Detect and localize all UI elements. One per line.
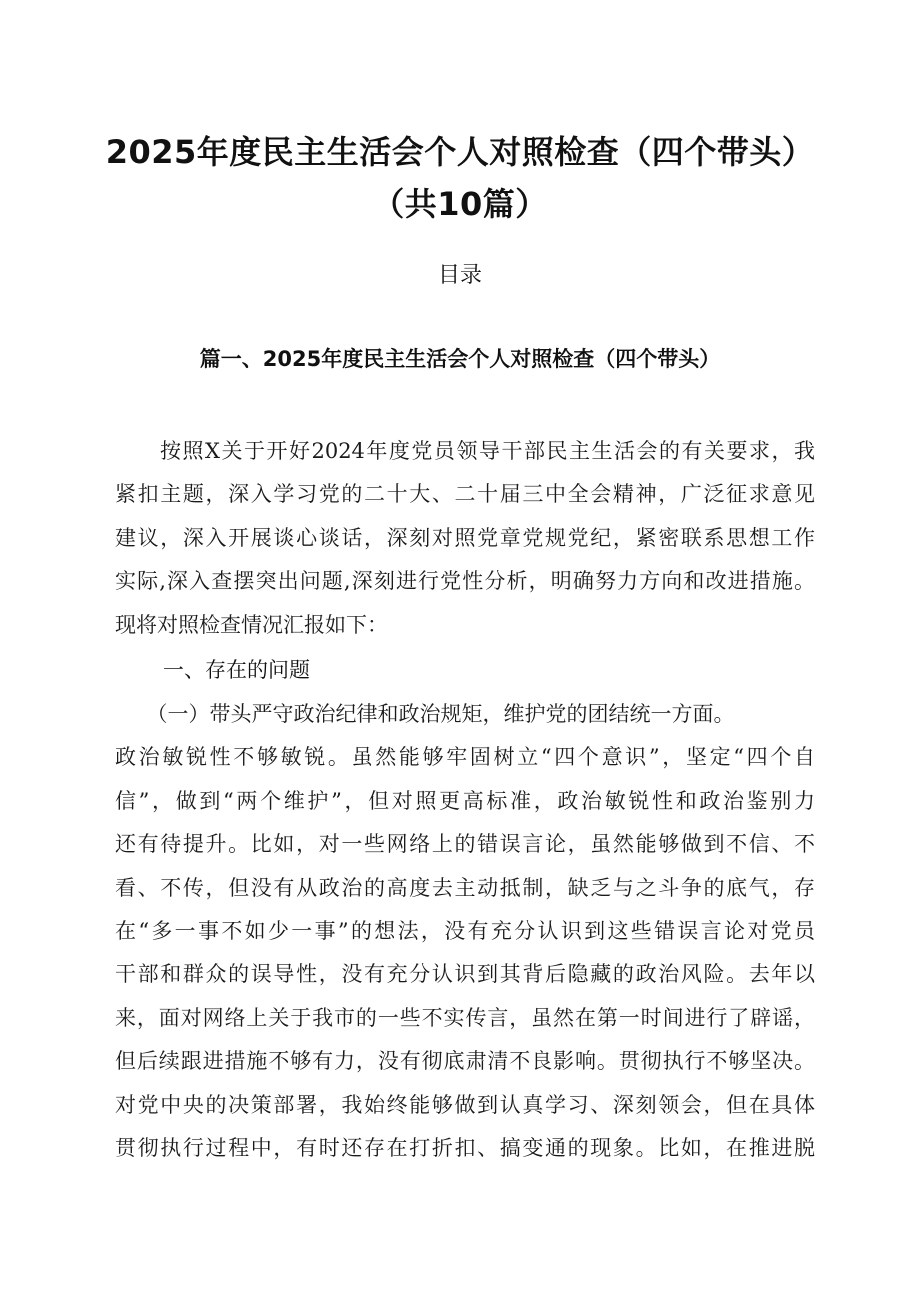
paragraph-line: 政治敏锐性不够敏锐。虽然能够牢固树立“四个意识”，坚定“四个自 bbox=[115, 745, 815, 770]
document-title-line2: （共10篇） bbox=[372, 185, 548, 223]
paragraph-line: 干部和群众的误导性，没有充分认识到其背后隐藏的政治风险。去年以 bbox=[115, 962, 815, 987]
paragraph-line: 信”，做到“两个维护”，但对照更高标准，政治敏锐性和政治鉴别力 bbox=[115, 788, 815, 813]
paragraph-line: 在“多一事不如少一事”的想法，没有充分认识到这些错误言论对党员 bbox=[115, 918, 815, 943]
paragraph-line: 贯彻执行过程中，有时还存在打折扣、搞变通的现象。比如，在推进脱 bbox=[115, 1135, 815, 1160]
paragraph-line: 按照X关于开好2024年度党员领导干部民主生活会的有关要求，我 bbox=[115, 439, 815, 463]
section-heading: 一、存在的问题 bbox=[163, 658, 310, 682]
paragraph-line: （一）带头严守政治纪律和政治规矩，维护党的团结统一方面。 bbox=[115, 702, 735, 726]
paragraph-intro bbox=[115, 430, 815, 647]
paragraph-line: 实际,深入查摆突出问题,深刻进行党性分析，明确努力方向和改进措施。 bbox=[115, 569, 815, 594]
chapter-title: 篇一、2025年度民主生活会个人对照检查（四个带头） bbox=[199, 347, 721, 371]
paragraph-line: 来，面对网络上关于我市的一些不实传言，虽然在第一时间进行了辟谣， bbox=[115, 1005, 815, 1030]
paragraph-line: 建议，深入开展谈心谈话，深刻对照党章党规党纪，紧密联系思想工作 bbox=[115, 525, 815, 550]
paragraph-line: 看、不传，但没有从政治的高度去主动抵制，缺乏与之斗争的底气，存 bbox=[115, 875, 815, 900]
paragraph-line: 还有待提升。比如，对一些网络上的错误言论，虽然能够做到不信、不 bbox=[115, 832, 815, 857]
table-of-contents-label: 目录 bbox=[437, 263, 482, 288]
document-title-line1: 2025年度民主生活会个人对照检查（四个带头） bbox=[105, 133, 815, 171]
paragraph-line: 现将对照检查情况汇报如下： bbox=[115, 612, 388, 637]
paragraph-line: 但后续跟进措施不够有力，没有彻底肃清不良影响。贯彻执行不够坚决。 bbox=[115, 1049, 815, 1074]
paragraph-problems bbox=[115, 693, 815, 1170]
paragraph-line: 对党中央的决策部署，我始终能够做到认真学习、深刻领会，但在具体 bbox=[115, 1092, 815, 1117]
paragraph-line: 紧扣主题，深入学习党的二十大、二十届三中全会精神，广泛征求意见 bbox=[115, 482, 815, 507]
